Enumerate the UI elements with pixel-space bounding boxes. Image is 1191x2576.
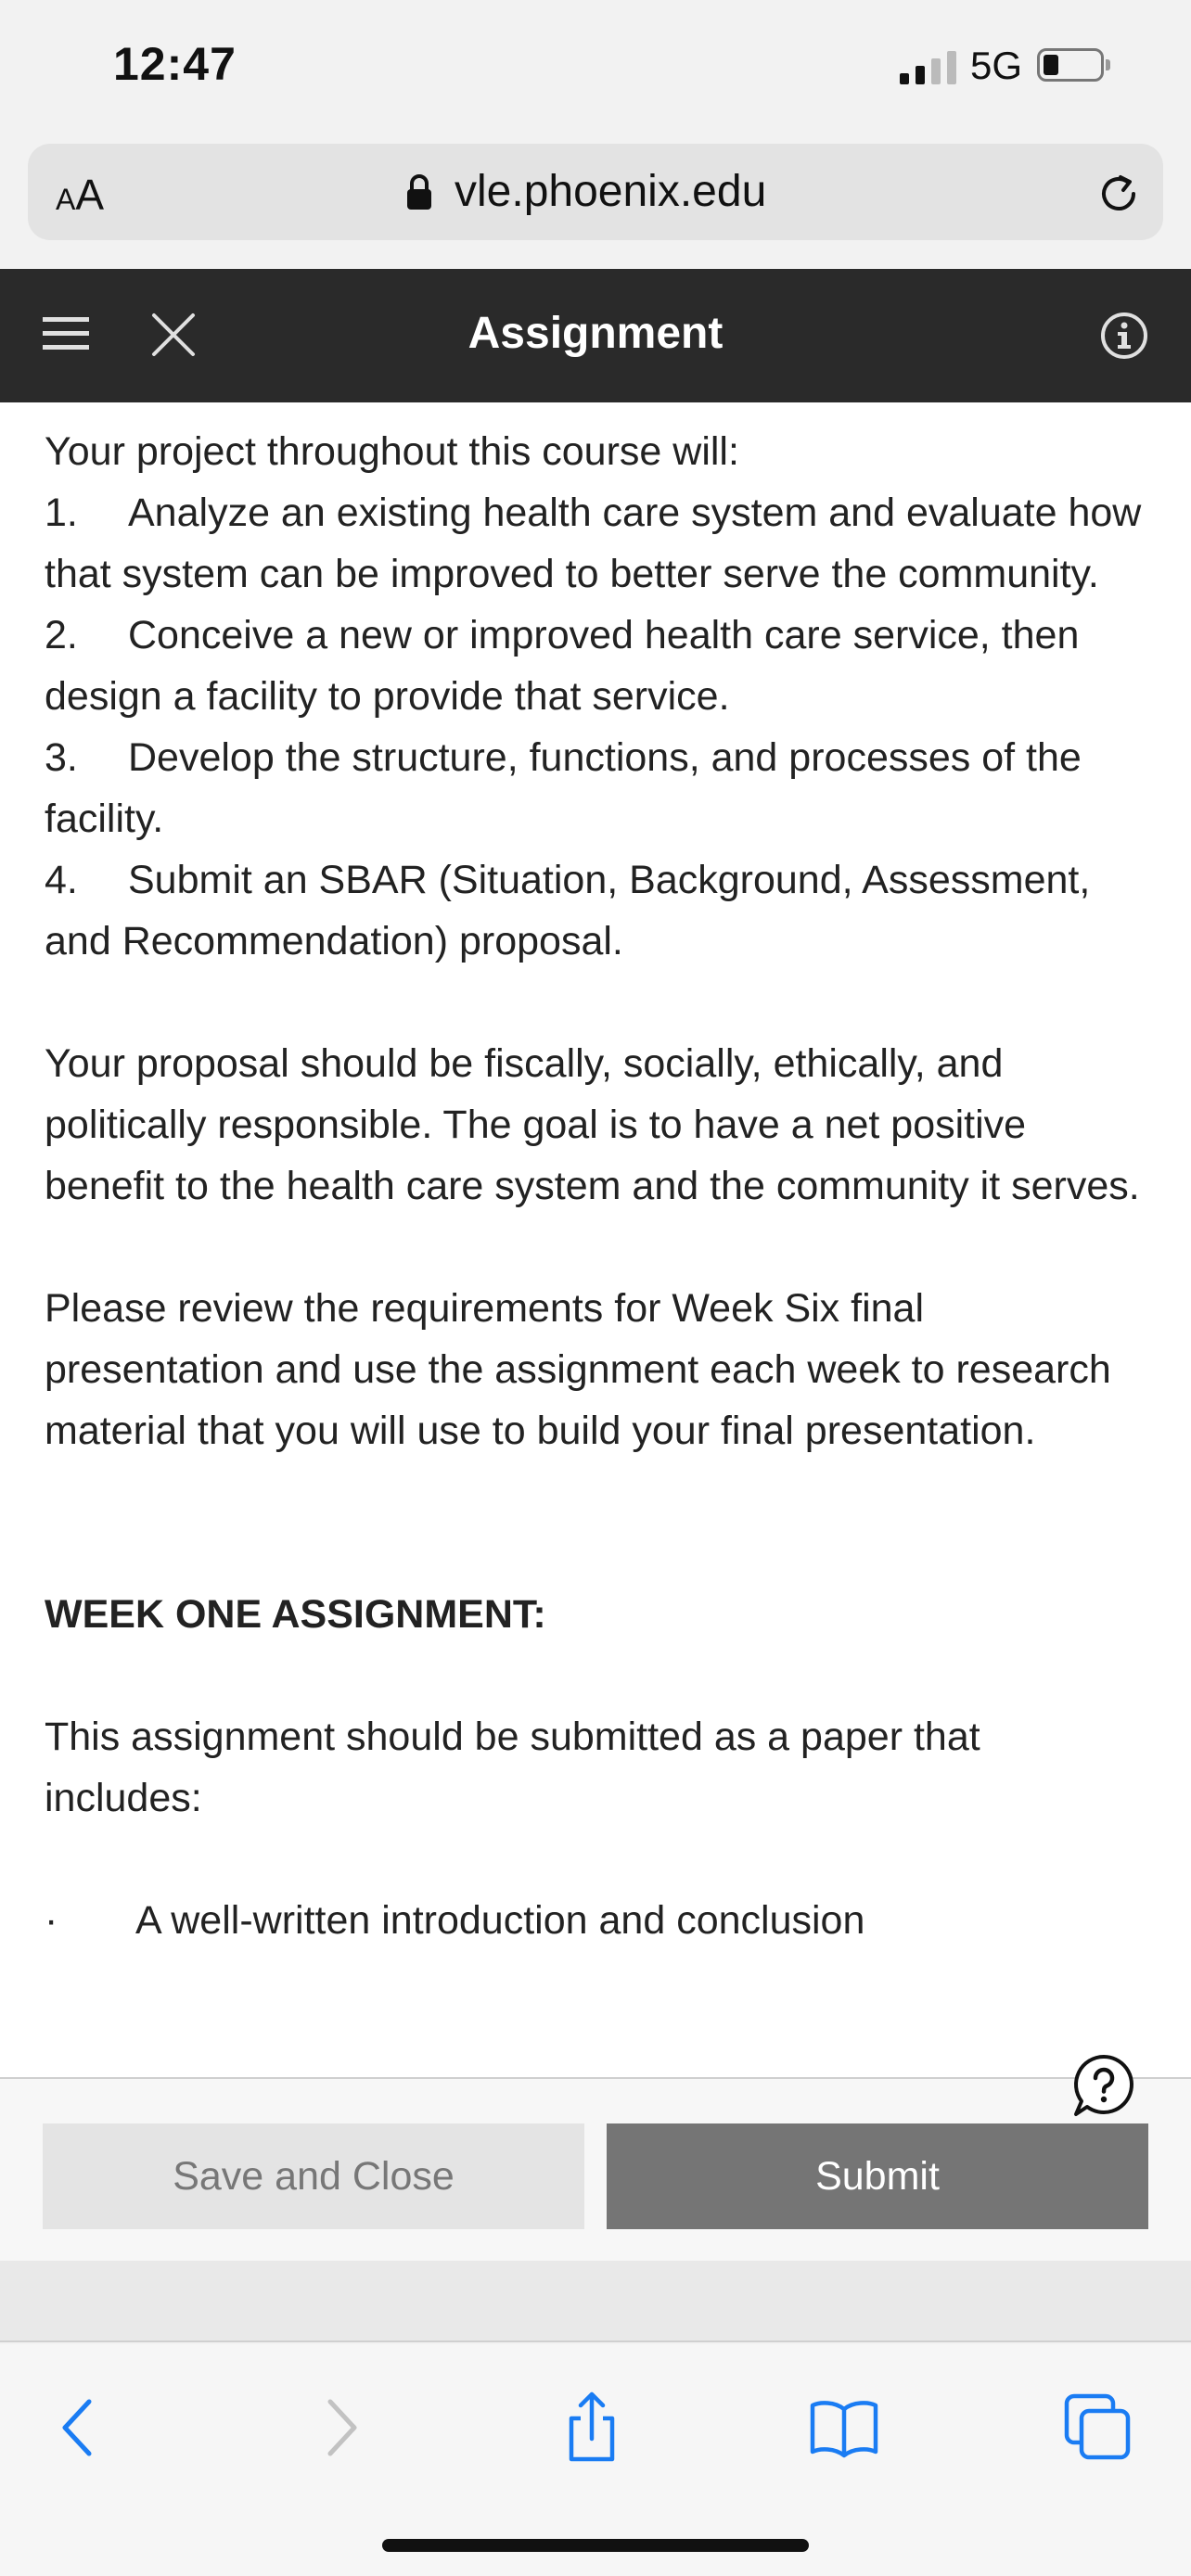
url-text[interactable]: vle.phoenix.edu <box>455 167 767 216</box>
back-icon[interactable] <box>43 2391 117 2465</box>
review-paragraph: Please review the requirements for Week Six final presentation and use the assignment each week to research material that you will use to build your final presentation. <box>45 1286 1111 1453</box>
tabs-icon[interactable] <box>1061 2391 1135 2465</box>
app-header <box>0 269 1191 402</box>
list-item: 2. Conceive a new or improved health care service, then design a facility to provide that service. <box>45 613 1080 719</box>
action-footer <box>0 2077 1191 2261</box>
footer-spacer <box>0 2261 1191 2342</box>
info-icon[interactable] <box>1100 312 1148 360</box>
list-item: 4. Submit an SBAR (Situation, Background, Assessment, and Recommendation) proposal. <box>45 858 1091 963</box>
reader-options-button[interactable]: AA <box>56 171 105 219</box>
forward-icon[interactable] <box>302 2391 377 2465</box>
help-chat-icon[interactable] <box>1069 2051 1139 2122</box>
reload-icon[interactable] <box>1093 168 1145 220</box>
list-item: 3. Develop the structure, functions, and processes of the facility. <box>45 735 1082 841</box>
assignment-content[interactable] <box>0 402 1191 2077</box>
home-indicator <box>382 2539 809 2552</box>
submission-paragraph: This assignment should be submitted as a paper that includes: <box>45 1715 980 1820</box>
battery-tip <box>1106 59 1110 70</box>
submit-button[interactable]: Submit <box>607 2123 1148 2229</box>
page-title: Assignment <box>467 309 724 358</box>
list-item: 1. Analyze an existing health care system and evaluate how that system can be improved to better serve the community. <box>45 491 1142 596</box>
status-time: 12:47 <box>113 38 237 90</box>
week-one-heading: WEEK ONE ASSIGNMENT: <box>45 1592 546 1637</box>
address-bar[interactable] <box>28 144 1163 240</box>
bullet-item: · A well-written introduction and conclusion <box>45 1898 865 1943</box>
status-bar <box>0 0 1191 139</box>
battery-icon <box>1037 48 1104 82</box>
proposal-paragraph: Your proposal should be fiscally, socially, ethically, and politically responsible. The goal is to have a net positive benefit to the health care system and the community it serves. <box>45 1041 1140 1208</box>
bookmarks-icon[interactable] <box>807 2391 881 2465</box>
save-and-close-button[interactable]: Save and Close <box>43 2123 584 2229</box>
signal-strength-icon <box>900 51 959 84</box>
share-icon[interactable] <box>555 2391 629 2465</box>
intro-text: Your project throughout this course will: <box>45 429 739 474</box>
network-type: 5G <box>970 44 1023 87</box>
lock-icon <box>406 173 432 210</box>
